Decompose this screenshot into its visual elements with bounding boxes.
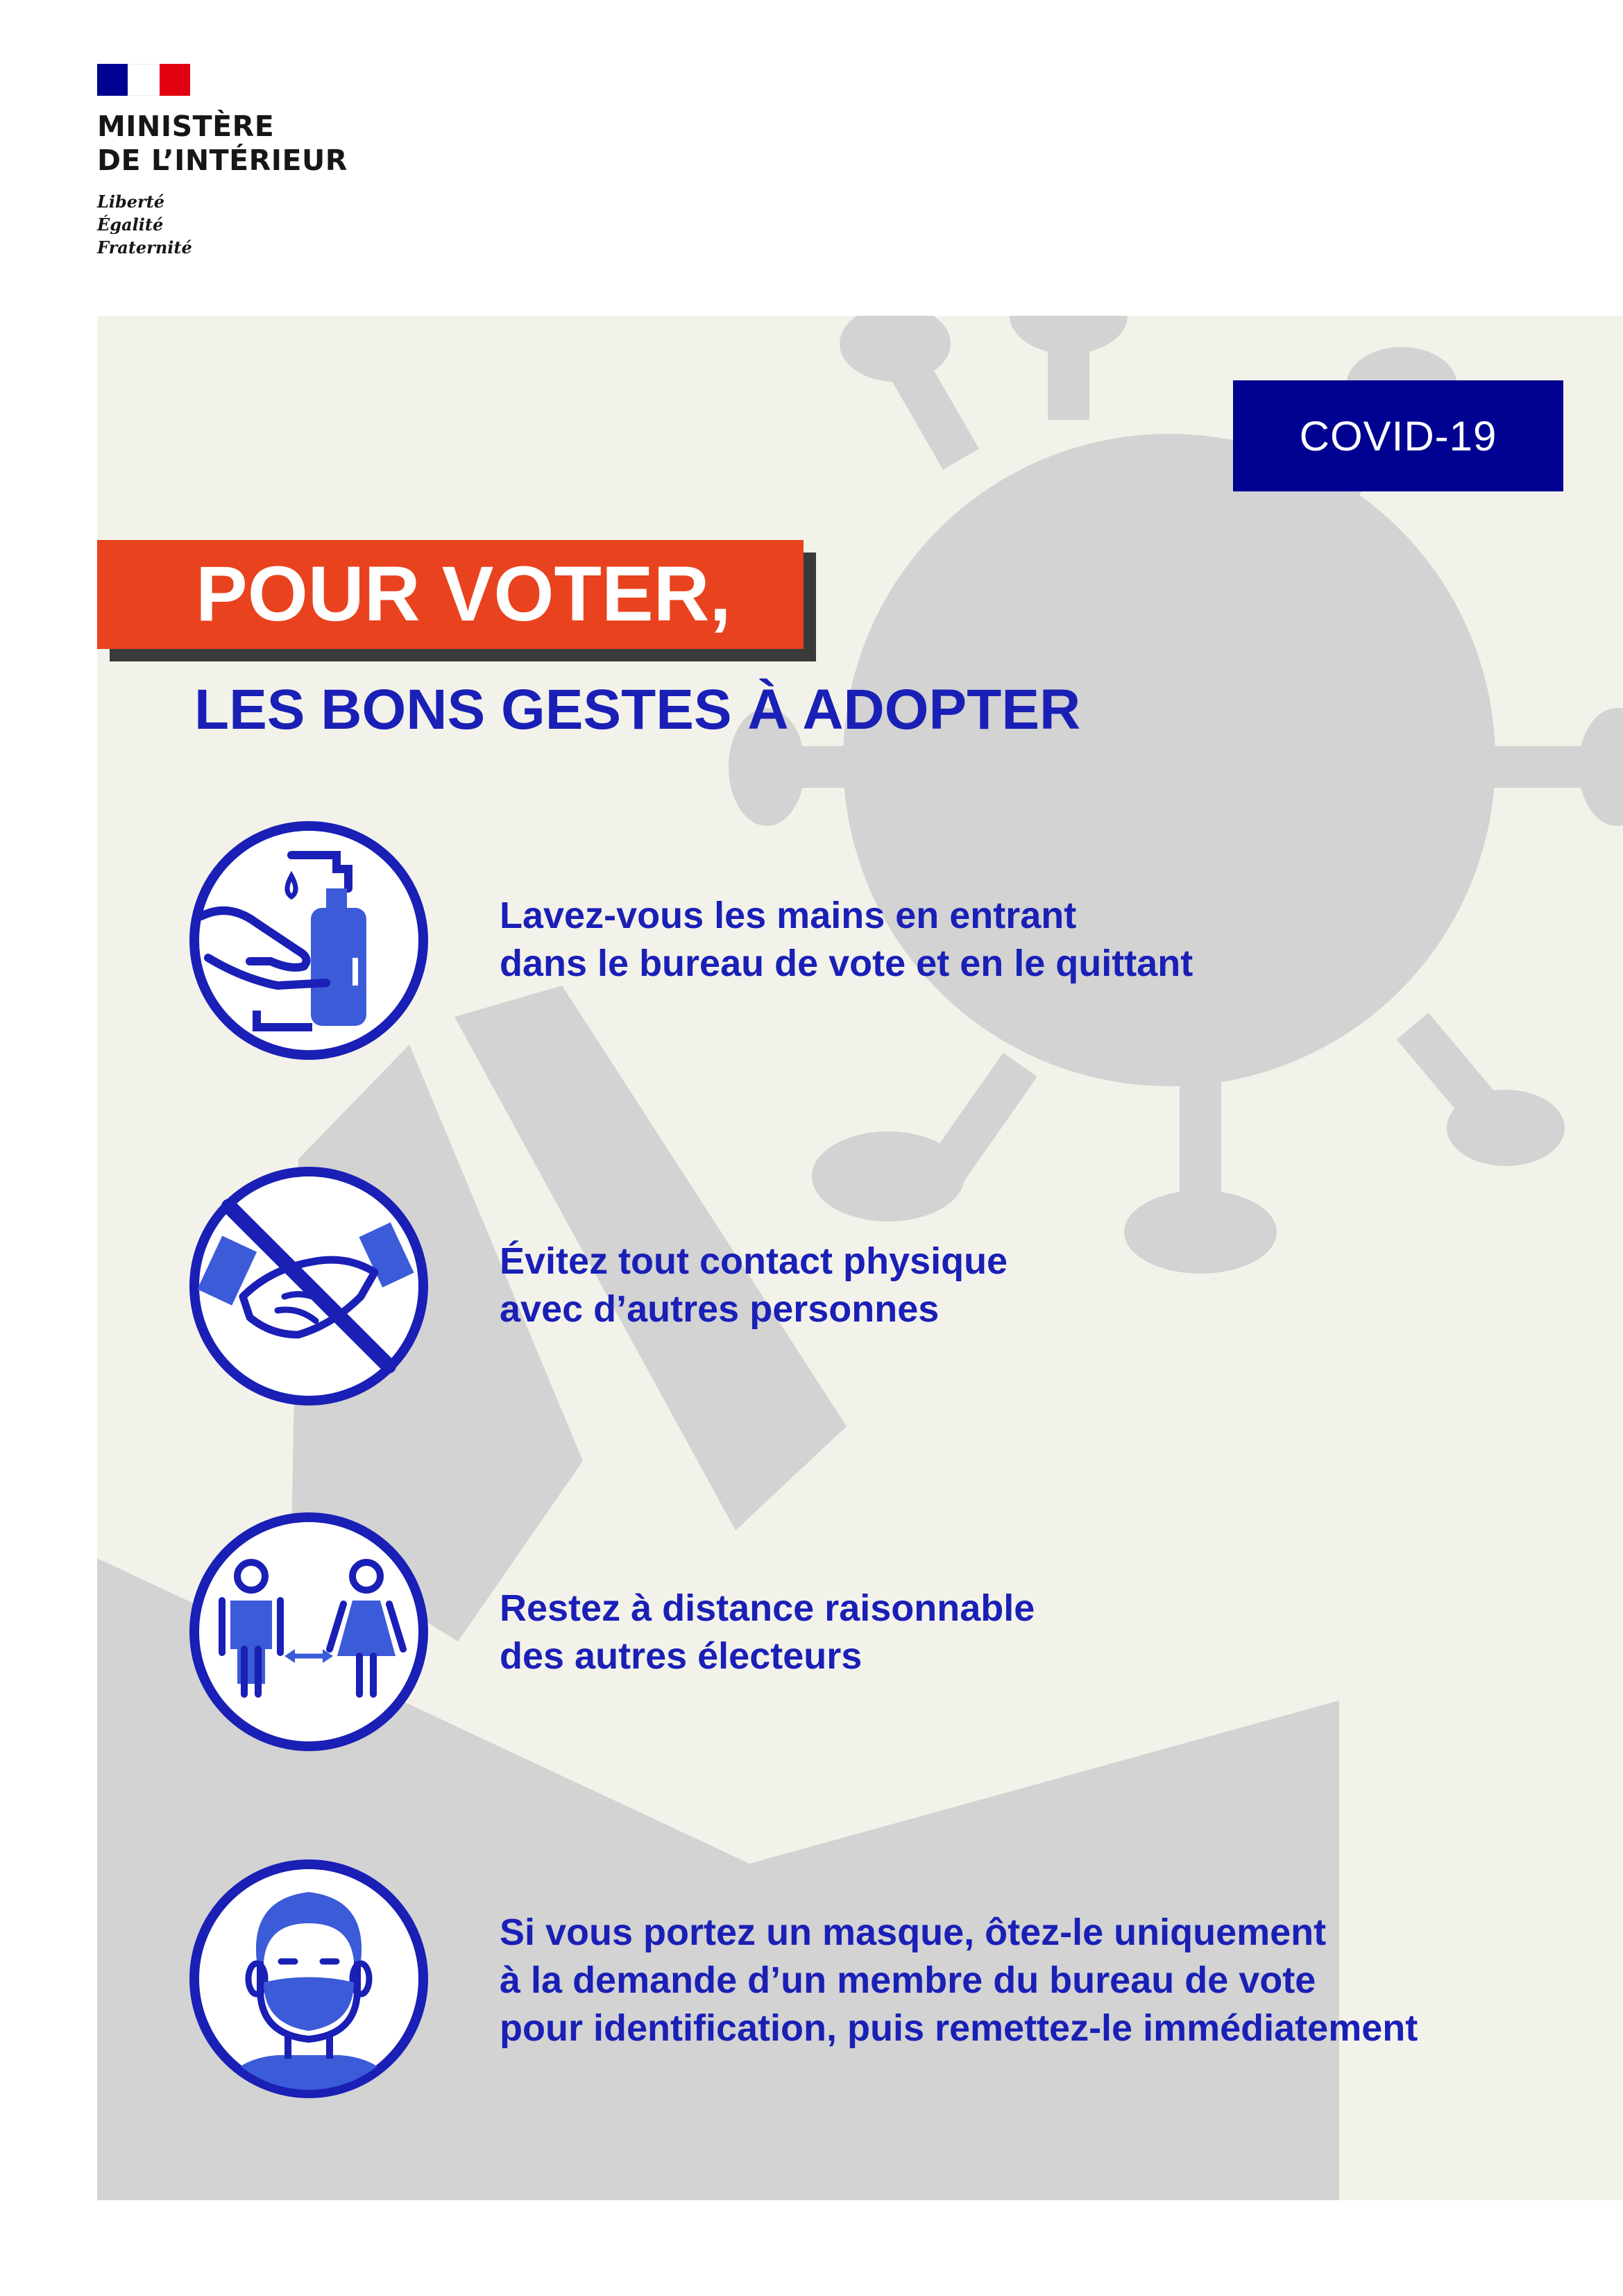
ministry-line-2: DE L’INTÉRIEUR bbox=[97, 144, 348, 177]
item-4-line-2: à la demande d’un membre du bureau de vote bbox=[500, 1959, 1316, 2001]
covid-badge: COVID-19 bbox=[1233, 380, 1563, 491]
motto-fraternite: Fraternité bbox=[97, 237, 192, 258]
item-3-line-2: des autres électeurs bbox=[500, 1635, 863, 1677]
no-handshake-icon bbox=[187, 1165, 430, 1408]
ministry-line-1: MINISTÈRE bbox=[97, 110, 275, 143]
title-box bbox=[97, 540, 804, 649]
item-4-text bbox=[500, 1909, 1418, 2052]
ministry-name bbox=[97, 110, 348, 178]
item-3-text bbox=[500, 1585, 1035, 1680]
main-title: POUR VOTER, bbox=[196, 550, 731, 637]
motto-liberte: Liberté bbox=[97, 192, 165, 212]
republic-motto bbox=[97, 190, 348, 259]
item-1-line-1: Lavez-vous les mains en entrant bbox=[500, 895, 1077, 936]
motto-egalite: Égalité bbox=[97, 214, 164, 235]
item-4-line-1: Si vous portez un masque, ôtez-le uniquement bbox=[500, 1911, 1327, 1953]
item-1-text bbox=[500, 892, 1193, 988]
hand-sanitizer-icon bbox=[187, 819, 430, 1062]
item-2-text bbox=[500, 1238, 1008, 1333]
item-4-line-3: pour identification, puis remettez-le immédiatement bbox=[500, 2007, 1418, 2049]
item-3-line-1: Restez à distance raisonnable bbox=[500, 1587, 1035, 1629]
item-2-line-1: Évitez tout contact physique bbox=[500, 1240, 1008, 1282]
item-2-line-2: avec d’autres personnes bbox=[500, 1288, 940, 1330]
item-1-line-2: dans le bureau de vote et en le quittant bbox=[500, 943, 1193, 984]
ministry-logo bbox=[97, 64, 348, 259]
french-flag-icon bbox=[97, 64, 190, 96]
social-distance-icon bbox=[187, 1510, 430, 1753]
face-mask-icon bbox=[187, 1857, 430, 2100]
subtitle: LES BONS GESTES À ADOPTER bbox=[194, 678, 1081, 741]
